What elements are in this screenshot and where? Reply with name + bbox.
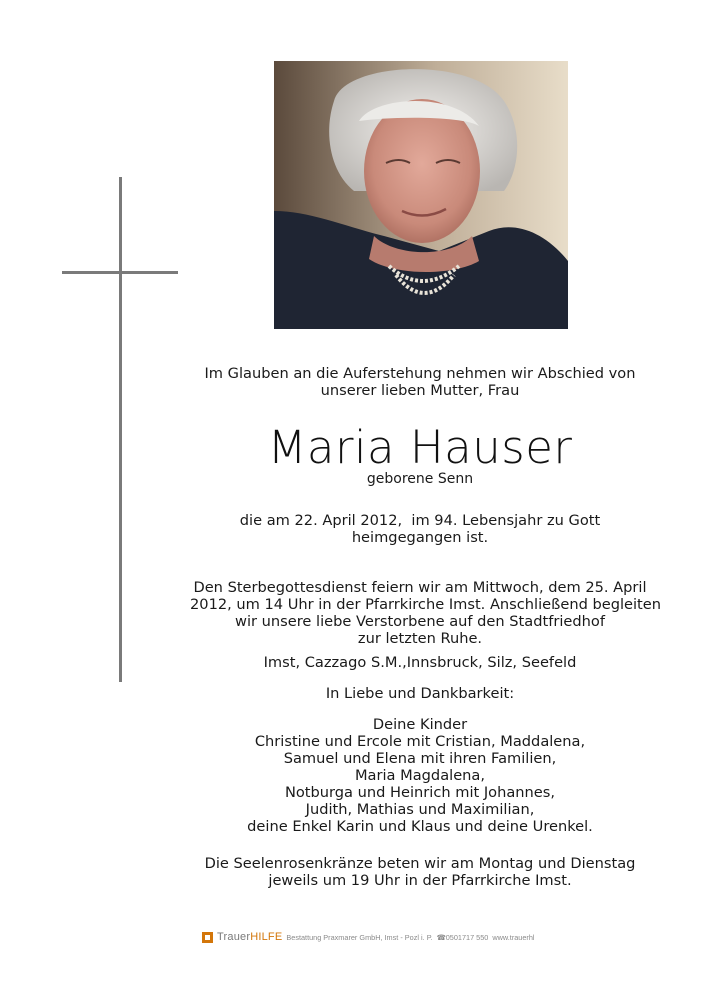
phone-number: ☎0501717 550 [436,932,489,942]
cross-vertical-beam [119,177,122,682]
intro-text [190,365,650,399]
footer-credit [202,929,535,945]
brand-name-accent: HILFE [250,931,283,943]
family-line: Christine und Ercole mit Cristian, Maddalena, [254,733,586,750]
places-text: Imst, Cazzago S.M.,Innsbruck, Silz, Seefeld [263,654,577,671]
death-line: die am 22. April 2012, im 94. Lebensjahr zu Gott [239,512,601,529]
cross-horizontal-beam [62,271,178,274]
service-line: wir unsere liebe Verstorbene auf den Stadtfriedhof [235,613,605,630]
places-line [190,654,650,671]
service-line: 2012, um 14 Uhr in der Pfarrkirche Imst. Anschließend begleiten [190,596,662,613]
maiden-name: geborene Senn [366,471,474,487]
death-notice [190,512,650,546]
rosary-line: jeweils um 19 Uhr in der Pfarrkirche Imst. [268,872,572,889]
family-line: Notburga und Heinrich mit Johannes, [284,784,556,801]
portrait-photo [274,61,568,329]
rosary-line: Die Seelenrosenkränze beten wir am Montag und Dienstag [204,855,636,872]
family-list [190,716,650,835]
service-line: Den Sterbegottesdienst feiern wir am Mittwoch, dem 25. April [193,579,647,596]
thanks-line [190,685,650,702]
family-line: Deine Kinder [372,716,468,733]
brand-name [217,931,282,943]
trauerhilfe-logo-icon [202,932,213,943]
intro-line: Im Glauben an die Auferstehung nehmen wir Abschied von [204,365,636,382]
family-line: Judith, Mathias und Maximilian, [305,801,535,818]
family-line: Maria Magdalena, [354,767,486,784]
deceased-name: Maria Hauser [267,421,573,474]
company-name: Bestattung Praxmarer GmbH, Imst - Pozl i. P. [286,932,433,942]
website-link[interactable]: www.trauerhl [492,932,535,942]
funeral-service-text [190,579,662,647]
family-line: Samuel und Elena mit ihren Familien, [283,750,557,767]
death-line: heimgegangen ist. [351,529,489,546]
service-line: zur letzten Ruhe. [357,630,483,647]
rosary-notice [190,855,650,889]
intro-line: unserer lieben Mutter, Frau [320,382,520,399]
thanks-text: In Liebe und Dankbarkeit: [325,685,515,702]
brand-name-part: Trauer [217,931,251,943]
family-line: deine Enkel Karin und Klaus und deine Urenkel. [247,818,593,835]
